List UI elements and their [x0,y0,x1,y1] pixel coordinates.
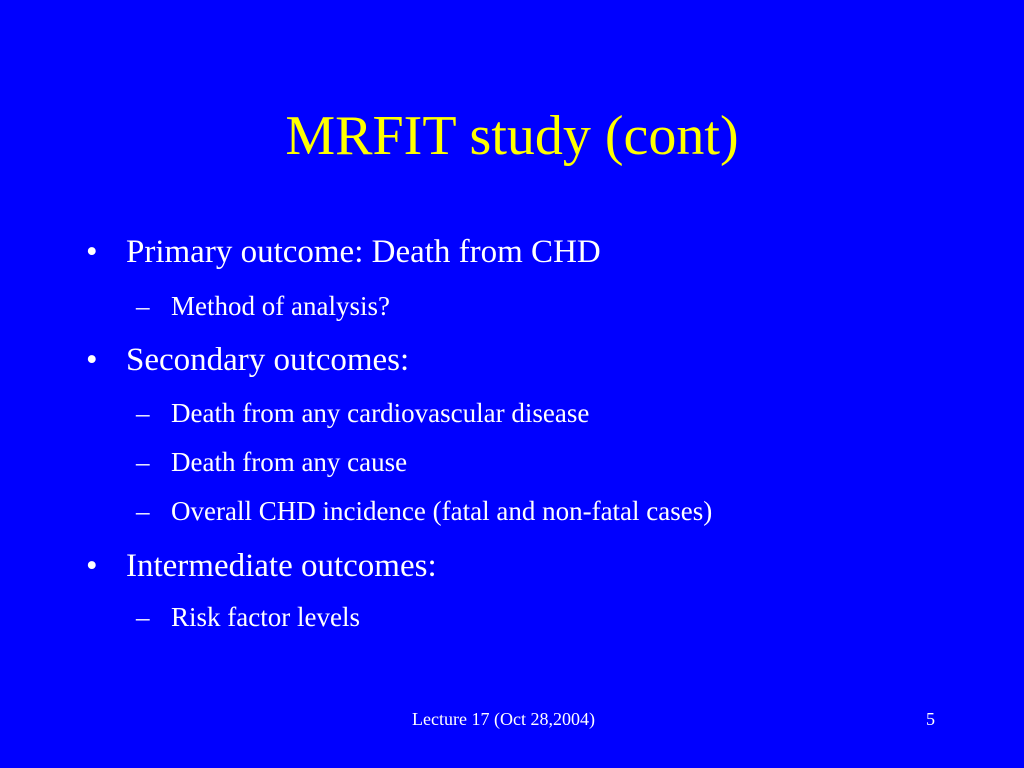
bullet-text: Primary outcome: Death from CHD [126,234,601,270]
bullet-primary-outcome [86,232,601,272]
sub-bullet-text: Death from any cause [171,447,408,477]
dash-marker: – [136,291,150,321]
bullet-intermediate-outcomes [86,546,437,586]
sub-bullet-text: Death from any cardiovascular disease [171,398,590,428]
dash-marker: – [136,447,150,477]
slide-number: 5 [926,709,935,729]
sub-bullet-text: Overall CHD incidence (fatal and non-fatal cases) [171,496,713,526]
bullet-marker: • [86,234,98,270]
sub-bullet-cardiovascular-death [136,397,589,429]
sub-bullet-text: Method of analysis? [171,291,390,321]
dash-marker: – [136,602,150,632]
bullet-marker: • [86,548,98,584]
footer-lecture-info: Lecture 17 (Oct 28,2004) [412,709,595,729]
sub-bullet-text: Risk factor levels [171,602,360,632]
dash-marker: – [136,398,150,428]
bullet-marker: • [86,342,98,378]
slide-title: MRFIT study (cont) [285,105,739,167]
sub-bullet-any-cause-death [136,446,407,478]
sub-bullet-risk-factor-levels [136,601,360,633]
sub-bullet-chd-incidence [136,495,712,527]
bullet-text: Secondary outcomes: [126,342,410,378]
dash-marker: – [136,496,150,526]
sub-bullet-method-of-analysis [136,290,390,322]
bullet-text: Intermediate outcomes: [126,548,437,584]
bullet-secondary-outcomes [86,340,409,380]
